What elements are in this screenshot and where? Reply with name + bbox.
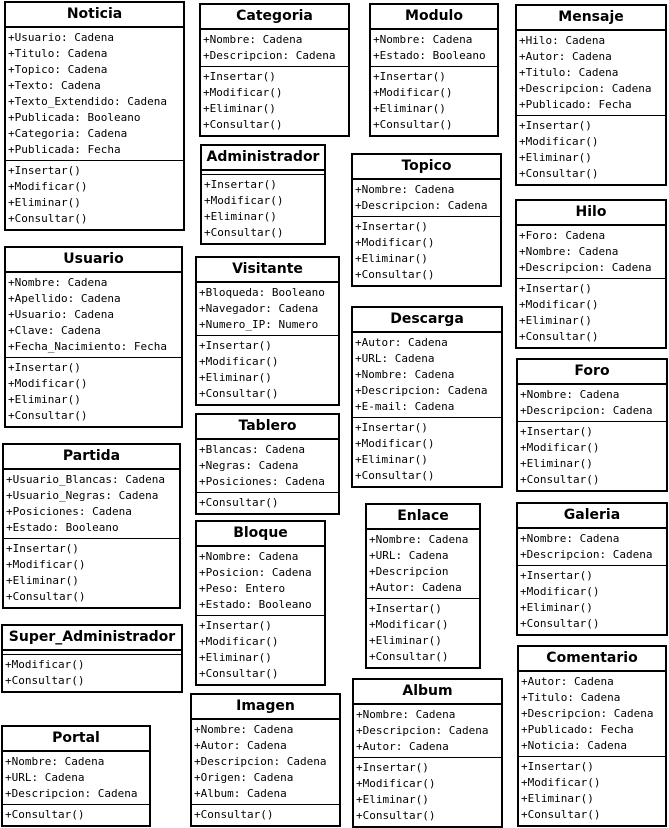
class-name-categoria: Categoria: [201, 5, 348, 30]
method-row: +Eliminar(): [355, 453, 428, 466]
attribute-row: +Nombre: Cadena: [5, 755, 105, 768]
method-row: +Modificar(): [5, 658, 85, 671]
attribute-row: +Posiciones: Cadena: [199, 475, 325, 488]
attribute-row: +Estado: Booleano: [199, 598, 312, 611]
attributes-section: [3, 752, 149, 805]
attributes-section: [517, 31, 665, 116]
attributes-section: [6, 273, 181, 358]
attribute-row: +Usuario_Blancas: Cadena: [6, 473, 165, 486]
method-row: +Consultar(): [8, 409, 88, 422]
class-name-galeria: Galeria: [518, 504, 666, 529]
attribute-row: +Nombre: Cadena: [203, 33, 303, 46]
attributes-section: [197, 440, 338, 493]
method-row: +Insertar(): [519, 119, 592, 132]
method-row: +Consultar(): [356, 809, 436, 822]
methods-section: [3, 655, 181, 691]
methods-section: [197, 336, 338, 404]
method-row: +Consultar(): [519, 167, 599, 180]
class-name-usuario: Usuario: [6, 248, 181, 273]
method-row: +Consultar(): [355, 268, 435, 281]
attribute-row: +Titulo: Cadena: [519, 66, 619, 79]
method-row: +Insertar(): [519, 282, 592, 295]
class-name-noticia: Noticia: [6, 3, 183, 28]
method-row: +Consultar(): [6, 590, 86, 603]
attributes-section: [518, 385, 666, 422]
method-row: +Eliminar(): [520, 457, 593, 470]
class-box-categoria: [199, 3, 350, 137]
method-row: +Modificar(): [519, 135, 599, 148]
attribute-row: +Autor: Cadena: [355, 336, 448, 349]
attribute-row: +Nombre: Cadena: [373, 33, 473, 46]
attribute-row: +Apellido: Cadena: [8, 292, 121, 305]
attribute-row: +Autor: Cadena: [521, 675, 614, 688]
class-name-super-administrador: Super_Administrador: [3, 626, 181, 651]
methods-section: [518, 566, 666, 634]
class-box-descarga: [351, 306, 503, 488]
methods-section: [197, 493, 338, 513]
methods-section: [353, 418, 501, 486]
methods-section: [4, 539, 179, 607]
attributes-section: [4, 470, 179, 539]
method-row: +Modificar(): [204, 194, 284, 207]
methods-section: [192, 805, 339, 825]
method-row: +Modificar(): [199, 355, 279, 368]
class-box-visitante: [195, 256, 340, 406]
method-row: +Consultar(): [369, 650, 449, 663]
method-row: +Eliminar(): [520, 601, 593, 614]
attributes-section: [517, 226, 665, 279]
method-row: +Consultar(): [5, 674, 85, 687]
class-box-comentario: [517, 645, 667, 827]
method-row: +Insertar(): [199, 339, 272, 352]
class-name-descarga: Descarga: [353, 308, 501, 333]
class-name-album: Album: [354, 680, 501, 705]
attribute-row: +Descripcion: Cadena: [520, 548, 653, 561]
method-row: +Modificar(): [355, 236, 435, 249]
class-box-imagen: [190, 693, 341, 827]
attribute-row: +Descripcion: Cadena: [203, 49, 336, 62]
attribute-row: +Categoria: Cadena: [8, 127, 128, 140]
attribute-row: +Descripcion: Cadena: [355, 384, 488, 397]
method-row: +Eliminar(): [519, 314, 592, 327]
method-row: +Consultar(): [194, 808, 274, 821]
class-box-administrador: [200, 144, 326, 245]
method-row: +Consultar(): [204, 226, 284, 239]
methods-section: [202, 175, 324, 243]
methods-section: [353, 217, 500, 285]
class-name-portal: Portal: [3, 727, 149, 752]
methods-section: [6, 358, 181, 426]
class-name-comentario: Comentario: [519, 647, 665, 672]
attribute-row: +Clave: Cadena: [8, 324, 101, 337]
attribute-row: +Numero_IP: Numero: [199, 318, 319, 331]
method-row: +Consultar(): [5, 808, 85, 821]
attribute-row: +Descripcion: Cadena: [356, 724, 489, 737]
attribute-row: +Texto: Cadena: [8, 79, 101, 92]
attributes-section: [197, 283, 338, 336]
attribute-row: +Descripcion: [369, 565, 449, 578]
attributes-section: [192, 720, 339, 805]
attributes-section: [353, 333, 501, 418]
method-row: +Insertar(): [520, 569, 593, 582]
method-row: +Modificar(): [8, 377, 88, 390]
attribute-row: +Blancas: Cadena: [199, 443, 305, 456]
method-row: +Consultar(): [8, 212, 88, 225]
method-row: +Consultar(): [199, 387, 279, 400]
attribute-row: +Estado: Booleano: [6, 521, 119, 534]
attribute-row: +Noticia: Cadena: [521, 739, 627, 752]
attribute-row: +Foro: Cadena: [519, 229, 606, 242]
class-box-mensaje: [515, 4, 667, 186]
class-name-bloque: Bloque: [197, 522, 324, 547]
attribute-row: +Descripcion: Cadena: [520, 404, 653, 417]
methods-section: [197, 616, 324, 684]
method-row: +Eliminar(): [6, 574, 79, 587]
method-row: +Insertar(): [521, 760, 594, 773]
method-row: +Modificar(): [355, 437, 435, 450]
attribute-row: +Usuario_Negras: Cadena: [6, 489, 159, 502]
method-row: +Eliminar(): [199, 651, 272, 664]
method-row: +Eliminar(): [199, 371, 272, 384]
method-row: +Consultar(): [520, 617, 600, 630]
class-name-topico: Topico: [353, 155, 500, 180]
attribute-row: +Nombre: Cadena: [369, 533, 469, 546]
attribute-row: +Descripcion: Cadena: [5, 787, 138, 800]
method-row: +Eliminar(): [8, 196, 81, 209]
class-box-portal: [1, 725, 151, 827]
class-box-super-administrador: [1, 624, 183, 693]
attribute-row: +Publicado: Fecha: [519, 98, 632, 111]
attribute-row: +Descripcion: Cadena: [521, 707, 654, 720]
attribute-row: +Publicada: Fecha: [8, 143, 121, 156]
methods-section: [3, 805, 149, 825]
attribute-row: +Nombre: Cadena: [199, 550, 299, 563]
attribute-row: +Hilo: Cadena: [519, 34, 606, 47]
method-row: +Eliminar(): [204, 210, 277, 223]
method-row: +Insertar(): [355, 220, 428, 233]
methods-section: [201, 67, 348, 135]
class-box-foro: [516, 358, 668, 492]
attribute-row: +Descripcion: Cadena: [519, 82, 652, 95]
attribute-row: +Negras: Cadena: [199, 459, 299, 472]
class-box-topico: [351, 153, 502, 287]
attribute-row: +Nombre: Cadena: [519, 245, 619, 258]
method-row: +Modificar(): [356, 777, 436, 790]
methods-section: [517, 279, 665, 347]
method-row: +Insertar(): [199, 619, 272, 632]
attribute-row: +Bloqueda: Booleano: [199, 286, 325, 299]
attributes-section: [197, 547, 324, 616]
method-row: +Consultar(): [373, 118, 453, 131]
class-box-noticia: [4, 1, 185, 231]
attribute-row: +Publicada: Booleano: [8, 111, 141, 124]
attribute-row: +Autor: Cadena: [194, 739, 287, 752]
class-box-hilo: [515, 199, 667, 349]
class-name-imagen: Imagen: [192, 695, 339, 720]
attribute-row: +Album: Cadena: [194, 787, 287, 800]
attribute-row: +Peso: Entero: [199, 582, 286, 595]
method-row: +Consultar(): [199, 667, 279, 680]
methods-section: [371, 67, 497, 135]
method-row: +Modificar(): [8, 180, 88, 193]
class-name-modulo: Modulo: [371, 5, 497, 30]
class-box-bloque: [195, 520, 326, 686]
attributes-section: [6, 28, 183, 161]
method-row: +Insertar(): [203, 70, 276, 83]
attribute-row: +Descripcion: Cadena: [519, 261, 652, 274]
method-row: +Eliminar(): [203, 102, 276, 115]
class-box-album: [352, 678, 503, 828]
methods-section: [367, 599, 479, 667]
attribute-row: +Nombre: Cadena: [520, 532, 620, 545]
method-row: +Insertar(): [8, 361, 81, 374]
class-name-foro: Foro: [518, 360, 666, 385]
method-row: +Eliminar(): [373, 102, 446, 115]
class-name-enlace: Enlace: [367, 505, 479, 530]
method-row: +Insertar(): [520, 425, 593, 438]
method-row: +Consultar(): [355, 469, 435, 482]
method-row: +Eliminar(): [356, 793, 429, 806]
attribute-row: +Usuario: Cadena: [8, 308, 114, 321]
method-row: +Modificar(): [373, 86, 453, 99]
attribute-row: +Navegador: Cadena: [199, 302, 319, 315]
attribute-row: +Nombre: Cadena: [8, 276, 108, 289]
class-box-tablero: [195, 413, 340, 515]
methods-section: [518, 422, 666, 490]
method-row: +Insertar(): [355, 421, 428, 434]
method-row: +Eliminar(): [521, 792, 594, 805]
attribute-row: +Nombre: Cadena: [356, 708, 456, 721]
class-name-partida: Partida: [4, 445, 179, 470]
attribute-row: +Estado: Booleano: [373, 49, 486, 62]
attribute-row: +URL: Cadena: [355, 352, 435, 365]
method-row: +Modificar(): [519, 298, 599, 311]
class-box-partida: [2, 443, 181, 609]
method-row: +Modificar(): [521, 776, 601, 789]
method-row: +Modificar(): [199, 635, 279, 648]
method-row: +Insertar(): [356, 761, 429, 774]
method-row: +Modificar(): [6, 558, 86, 571]
class-name-mensaje: Mensaje: [517, 6, 665, 31]
method-row: +Consultar(): [519, 330, 599, 343]
attribute-row: +Autor: Cadena: [369, 581, 462, 594]
attributes-section: [367, 530, 479, 599]
attribute-row: +Titulo: Cadena: [521, 691, 621, 704]
attribute-row: +Nombre: Cadena: [355, 368, 455, 381]
method-row: +Insertar(): [6, 542, 79, 555]
method-row: +Consultar(): [199, 496, 279, 509]
attribute-row: +Autor: Cadena: [356, 740, 449, 753]
method-row: +Eliminar(): [8, 393, 81, 406]
attribute-row: +Descripcion: Cadena: [194, 755, 327, 768]
attributes-section: [518, 529, 666, 566]
class-name-administrador: Administrador: [202, 146, 324, 171]
methods-section: [354, 758, 501, 826]
class-name-visitante: Visitante: [197, 258, 338, 283]
attribute-row: +Nombre: Cadena: [520, 388, 620, 401]
method-row: +Modificar(): [520, 441, 600, 454]
class-box-usuario: [4, 246, 183, 428]
method-row: +Modificar(): [520, 585, 600, 598]
attribute-row: +Fecha_Nacimiento: Fecha: [8, 340, 167, 353]
methods-section: [6, 161, 183, 229]
method-row: +Insertar(): [369, 602, 442, 615]
method-row: +Consultar(): [520, 473, 600, 486]
method-row: +Consultar(): [521, 808, 601, 821]
attributes-section: [354, 705, 501, 758]
method-row: +Insertar(): [204, 178, 277, 191]
attribute-row: +Posicion: Cadena: [199, 566, 312, 579]
attribute-row: +Nombre: Cadena: [194, 723, 294, 736]
attribute-row: +Origen: Cadena: [194, 771, 294, 784]
attribute-row: +Descripcion: Cadena: [355, 199, 488, 212]
method-row: +Modificar(): [203, 86, 283, 99]
class-name-tablero: Tablero: [197, 415, 338, 440]
method-row: +Eliminar(): [369, 634, 442, 647]
attribute-row: +E-mail: Cadena: [355, 400, 455, 413]
method-row: +Eliminar(): [355, 252, 428, 265]
attributes-section: [371, 30, 497, 67]
method-row: +Modificar(): [369, 618, 449, 631]
attribute-row: +Nombre: Cadena: [355, 183, 455, 196]
attribute-row: +URL: Cadena: [369, 549, 449, 562]
class-box-galeria: [516, 502, 668, 636]
attribute-row: +Topico: Cadena: [8, 63, 108, 76]
method-row: +Consultar(): [203, 118, 283, 131]
methods-section: [517, 116, 665, 184]
attribute-row: +URL: Cadena: [5, 771, 85, 784]
method-row: +Insertar(): [8, 164, 81, 177]
methods-section: [519, 757, 665, 825]
class-name-hilo: Hilo: [517, 201, 665, 226]
attribute-row: +Titulo: Cadena: [8, 47, 108, 60]
attribute-row: +Autor: Cadena: [519, 50, 612, 63]
attributes-section: [353, 180, 500, 217]
method-row: +Insertar(): [373, 70, 446, 83]
attribute-row: +Texto_Extendido: Cadena: [8, 95, 167, 108]
class-box-modulo: [369, 3, 499, 137]
attributes-section: [519, 672, 665, 757]
attributes-section: [201, 30, 348, 67]
attribute-row: +Publicado: Fecha: [521, 723, 634, 736]
attribute-row: +Posiciones: Cadena: [6, 505, 132, 518]
method-row: +Eliminar(): [519, 151, 592, 164]
class-box-enlace: [365, 503, 481, 669]
attribute-row: +Usuario: Cadena: [8, 31, 114, 44]
